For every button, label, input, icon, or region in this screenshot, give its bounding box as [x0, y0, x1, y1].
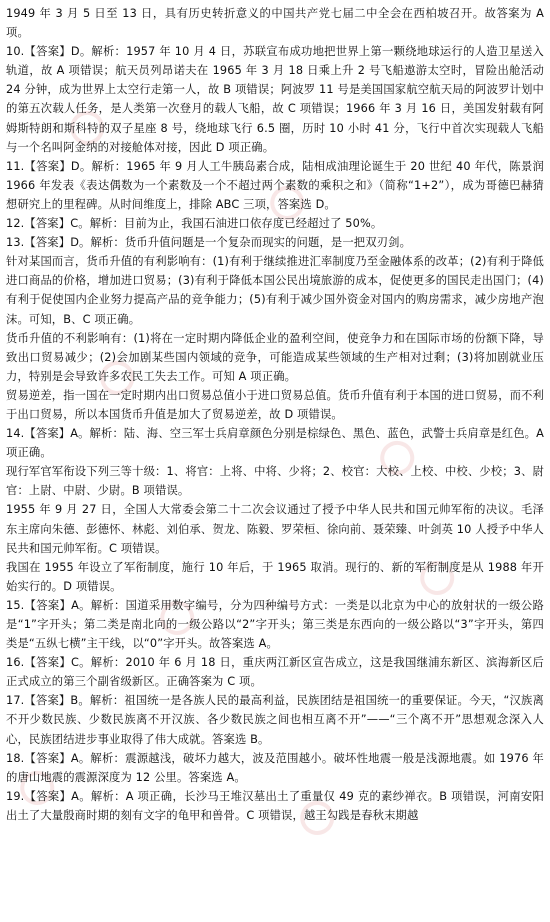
paragraph: 15.【答案】A。解析：国道采用数字编号，分为四种编号方式：一类是以北京为中心的放射状的一级公路是“1”字开头；第二类是南北向的一级公路以“2”字开头；第三类是东西向的一级公路以“3”字开头，第四类是“五纵七横”主干线，以“0”字开头。故答案选 A。	[6, 598, 544, 651]
paragraph: 10.【答案】D。解析：1957 年 10 月 4 日，苏联宣布成功地把世界上第一颗绕地球运行的人造卫星送入轨道，故 A 项错误；航天员列昂诺夫在 1965 年 3 月 18 日乘上升 2 号飞船遨游太空时，冒险出舱活动 24 分钟，成为世界上太空行走第一人，故 B 项错误；阿波罗 11 号是美国国家航空航天局的阿波罗计划中的第五次载人任务，是人类第一次登月的载人飞船，故 C 项错误；1966 年 3 月 16 日，美国发射载有阿姆斯特朗和斯科特的双子星座 8 号，绕地球飞行 6.5 圈，历时 10 小时 41 分，飞行中首次实现载人飞船与一个名叫阿金纳的对接舱体对接，因此 D 项正确。	[6, 45, 544, 154]
paragraph: 1949 年 3 月 5 日至 13 日，具有历史转折意义的中国共产党七届二中全会在西柏坡召开。故答案为 A 项。	[6, 7, 544, 40]
paragraph: 现行军官军衔设下列三等十级：1、将官：上将、中将、少将；2、校官：大校、上校、中校、少校；3、尉官：上尉、中尉、少尉。B 项错误。	[6, 465, 544, 498]
paragraph: 针对某国而言，货币升值的有利影响有：(1)有利于继续推进汇率制度乃至金融体系的改革；(2)有利于降低进口商品的价格，增加进口贸易；(3)有利于降低本国公民出境旅游的成本，促使更多的国民走出国门；(4)有利于促使国内企业努力提高产品的竞争能力；(5)有利于减少国外资金对国内的购房需求，减少房地产泡沫。可知，B、C 项正确。	[6, 255, 544, 326]
paragraph: 14.【答案】A。解析：陆、海、空三军士兵肩章颜色分别是棕绿色、黑色、蓝色，武警士兵肩章是红色。A 项正确。	[6, 427, 544, 460]
paragraph: 贸易逆差，指一国在一定时期内出口贸易总值小于进口贸易总值。货币升值有利于本国的进口贸易，而不利于出口贸易，所以本国货币升值是加大了贸易逆差，故 D 项错误。	[6, 388, 545, 421]
paragraph: 货币升值的不利影响有：(1)将在一定时期内降低企业的盈利空间，使竞争力和在国际市场的份额下降，导致出口贸易减少；(2)会加剧某些国内领域的竞争，可能造成某些领域的生产相对过剩；(3)将加剧就业压力，特别是会导致许多农民工失去工作。可知 A 项正确。	[6, 331, 544, 383]
paragraph: 19.【答案】A。解析：A 项正确，长沙马王堆汉墓出土了重量仅 49 克的素纱禅衣。B 项错误，河南安阳出土了大量殷商时期的刻有文字的龟甲和兽骨。C 项错误，越王勾践是春秋末期越	[6, 789, 544, 822]
paragraph: 18.【答案】A。解析：震源越浅，破坏力越大，波及范围越小。破坏性地震一般是浅源地震。如 1976 年的唐山地震的震源深度为 12 公里。答案选 A。	[6, 751, 544, 784]
paragraph: 17.【答案】B。解析：祖国统一是各族人民的最高利益，民族团结是祖国统一的重要保证。今天，“汉族离不开少数民族、少数民族离不开汉族、各少数民族之间也相互离不开”——“三个离不开”思想观念深入人心，民族团结进步事业取得了伟大成就。答案选 B。	[6, 694, 544, 746]
paragraph: 12.【答案】C。解析：目前为止，我国石油进口依存度已经超过了 50%。	[6, 217, 383, 231]
document-body	[6, 4, 544, 825]
paragraph: 11.【答案】D。解析：1965 年 9 月人工牛胰岛素合成，陆相成油理论诞生于 20 世纪 40 年代，陈景润 1966 年发表《表达偶数为一个素数及一个不超过两个素数的乘积之和》（简称“1+2”），成为哥德巴赫猜想研究上的里程碑。从时间维度上，排除 ABC 三项，答案选 D。	[6, 159, 544, 211]
paragraph: 13.【答案】D。解析：货币升值问题是一个复杂而现实的问题，是一把双刃剑。	[6, 236, 412, 250]
paragraph: 16.【答案】C。解析：2010 年 6 月 18 日，重庆两江新区宣告成立，这是我国继浦东新区、滨海新区后正式成立的第三个副省级新区。正确答案为 C 项。	[6, 656, 544, 689]
paragraph: 1955 年 9 月 27 日，全国人大常委会第二十二次会议通过了授予中华人民共和国元帅军衔的决议。毛泽东主席向朱德、彭德怀、林彪、刘伯承、贺龙、陈毅、罗荣桓、徐向前、聂荣臻、叶剑英 10 人授予中华人民共和国元帅军衔。C 项错误。	[6, 503, 544, 555]
paragraph: 我国在 1955 年设立了军衔制度，施行 10 年后，于 1965 取消。现行的、新的军衔制度是从 1988 年开始实行的。D 项错误。	[6, 560, 544, 593]
